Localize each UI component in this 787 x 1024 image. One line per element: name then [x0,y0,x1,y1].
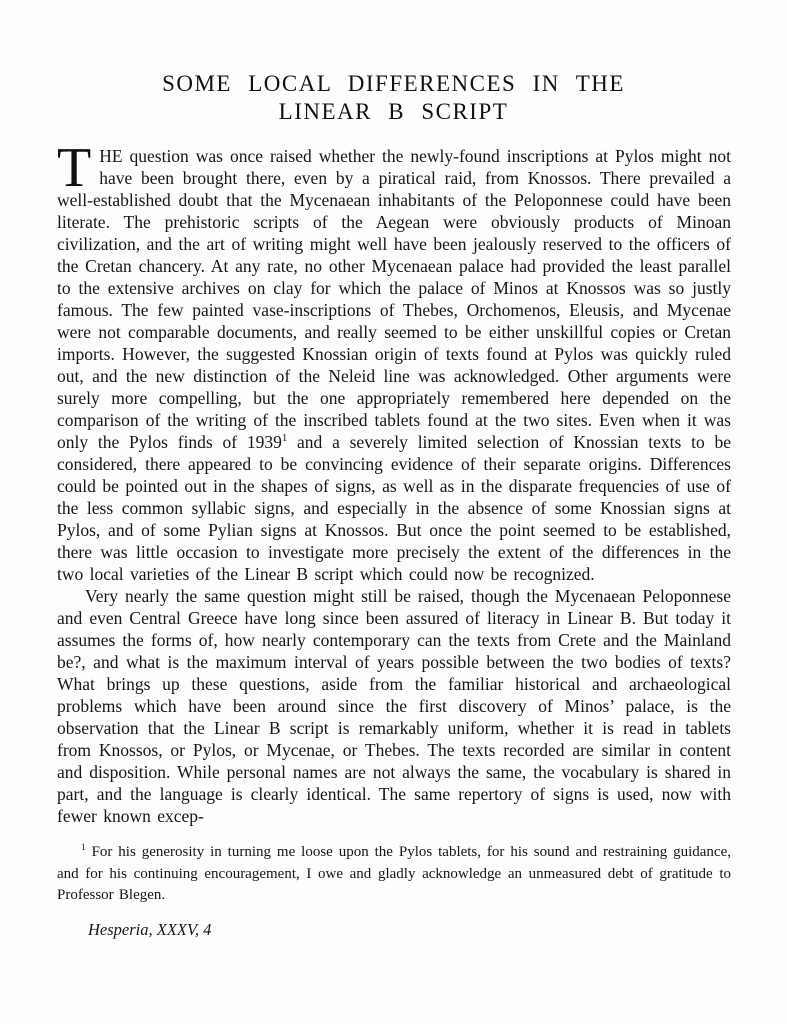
paragraph-1-text-after-note: and a severely limited selection of Knossian texts to be considered, there appeared to be convincing evidence of their separate origins. Differences could be pointed out in the shapes of signs, as well as in the disparate frequencies of use of the less common syllabic signs, and especially in the absence of some Knossian signs at Pylos, and of some Pylian signs at Knossos. But once the point seemed to be established, there was little occasion to investigate more precisely the extent of the differences in the two local varieties of the Linear B script which could now be recognized. [57,432,731,584]
footnote-marker: 1 [81,843,86,853]
footnote-text: For his generosity in turning me loose upon the Pylos tablets, for his sound and restraining guidance, and for his continuing encouragement, I owe and gladly acknowledge an unmeasured debt of gratitude to Professor Blegen. [57,844,731,903]
journal-citation: Hesperia, XXXV, 4 [88,919,212,939]
drop-cap: T [57,137,92,199]
footnote [0,842,787,907]
paragraph-1 [0,137,787,585]
title-line-2: LINEAR B SCRIPT [278,99,509,124]
footnote-reference: 1 [281,432,288,445]
paragraph-2: Very nearly the same question might still be raised, though the Mycenaean Peloponnese and even Central Greece have long since been assured of literacy in Linear B. But today it assumes the forms of, how nearly contemporary can the texts from Crete and the Mainland be?, and what is the maximum interval of years possible between the two bodies of texts? What brings up these questions, aside from the familiar historical and archaeological problems which have been around since the first discovery of Minos’ palace, is the observation that the Linear B script is remarkably uniform, whether it is read in tablets from Knossos, or Pylos, or Mycenae, or Thebes. The texts recorded are similar in content and disposition. While personal names are not always the same, the vocabulary is shared in part, and the language is clearly identical. The same repertory of signs is used, now with fewer known excep- [57,586,731,826]
title-line-1: SOME LOCAL DIFFERENCES IN THE [162,71,625,96]
paragraph-1-text-before-note: HE question was once raised whether the newly-found inscriptions at Pylos might not have been brought there, even by a piratical raid, from Knossos. There prevailed a well-established doubt that the Mycenaean inhabitants of the Peloponnese could have been literate. The prehistoric scripts of the Aegean were obviously products of Minoan civilization, and the art of writing might well have been jealously reserved to the officers of the Cretan chancery. At any rate, no other Mycenaean palace had provided the least parallel to the extensive archives on clay for which the palace of Minos at Knossos was so justly famous. The few painted vase-inscriptions of Thebes, Orchomenos, Eleusis, and Mycenae were not comparable documents, and really seemed to be either unskillful copies or Cretan imports. However, the suggested Knossian origin of texts found at Pylos was quickly ruled out, and the new distinction of the Neleid line was acknowledged. Other arguments were surely more compelling, but the one appropriately remembered here depended on the comparison of the writing of the inscribed tablets found at the two sites. Even when it was only the Pylos finds of 1939 [57,146,731,452]
article-title [0,0,787,126]
